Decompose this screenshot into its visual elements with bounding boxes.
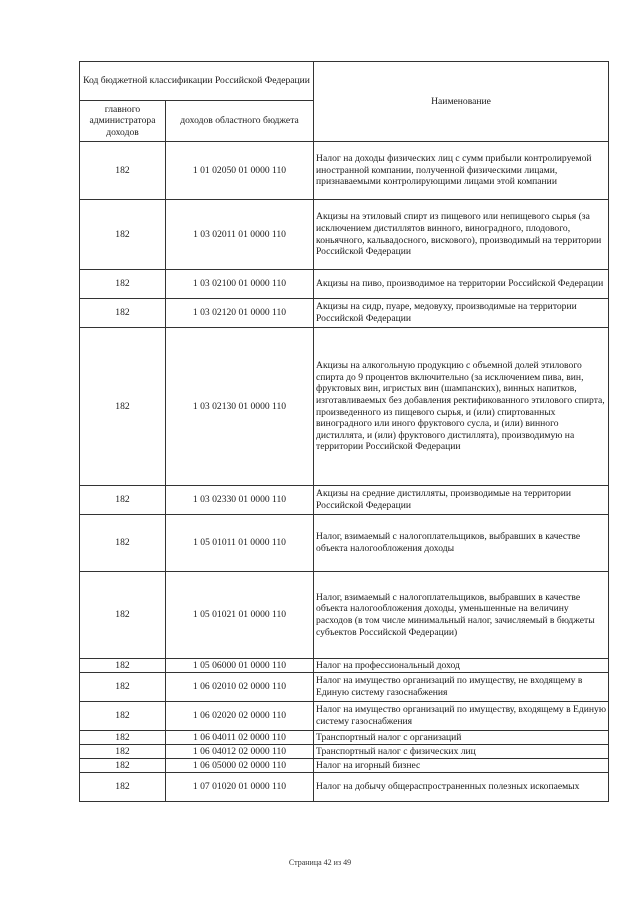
income-name-cell: Налог на имущество организаций по имуществу, не входящему в Единую систему газоснабжения bbox=[314, 673, 609, 702]
income-code-cell: 1 06 02010 02 0000 110 bbox=[166, 673, 314, 702]
income-code-cell: 1 07 01020 01 0000 110 bbox=[166, 773, 314, 802]
admin-code-cell: 182 bbox=[80, 659, 166, 673]
income-code-cell: 1 06 02020 02 0000 110 bbox=[166, 702, 314, 731]
income-name-cell: Транспортный налог с организаций bbox=[314, 731, 609, 745]
income-code-cell: 1 03 02330 01 0000 110 bbox=[166, 486, 314, 515]
table-row bbox=[80, 659, 609, 673]
table-row bbox=[80, 299, 609, 328]
income-name-cell: Акцизы на сидр, пуаре, медовуху, производимые на территории Российской Федерации bbox=[314, 299, 609, 328]
income-name-cell: Налог на добычу общераспространенных полезных ископаемых bbox=[314, 773, 609, 802]
income-name-cell: Налог на игорный бизнес bbox=[314, 759, 609, 773]
income-code-cell: 1 03 02100 01 0000 110 bbox=[166, 270, 314, 299]
table-row bbox=[80, 200, 609, 270]
page-number-footer: Страница 42 из 49 bbox=[288, 858, 352, 867]
income-code-header: доходов областного бюджета bbox=[166, 101, 314, 142]
admin-code-cell: 182 bbox=[80, 515, 166, 572]
table-row bbox=[80, 572, 609, 659]
income-name-cell: Акцизы на этиловый спирт из пищевого или непищевого сырья (за исключением дистиллятов винного, виноградного, плодового, коньячного, кальвадосного, вискового), производимый на территории Российской Федерации bbox=[314, 200, 609, 270]
admin-code-cell: 182 bbox=[80, 759, 166, 773]
admin-code-cell: 182 bbox=[80, 328, 166, 486]
table-row bbox=[80, 515, 609, 572]
admin-code-cell: 182 bbox=[80, 299, 166, 328]
table-row bbox=[80, 731, 609, 745]
table-row bbox=[80, 773, 609, 802]
income-code-cell: 1 03 02130 01 0000 110 bbox=[166, 328, 314, 486]
table-row bbox=[80, 745, 609, 759]
admin-code-cell: 182 bbox=[80, 745, 166, 759]
code-group-header: Код бюджетной классификации Российской Федерации bbox=[80, 62, 314, 101]
income-name-cell: Акцизы на средние дистилляты, производимые на территории Российской Федерации bbox=[314, 486, 609, 515]
income-name-cell: Налог на доходы физических лиц с сумм прибыли контролируемой иностранной компании, полученной физическими лицами, признаваемыми контролирующими лицами этой компании bbox=[314, 142, 609, 200]
admin-header: главного администратора доходов bbox=[80, 101, 166, 142]
budget-classification-table bbox=[79, 61, 609, 802]
income-code-cell: 1 03 02011 01 0000 110 bbox=[166, 200, 314, 270]
table-row bbox=[80, 270, 609, 299]
admin-code-cell: 182 bbox=[80, 572, 166, 659]
income-code-cell: 1 05 06000 01 0000 110 bbox=[166, 659, 314, 673]
admin-code-cell: 182 bbox=[80, 773, 166, 802]
table-row bbox=[80, 486, 609, 515]
income-code-cell: 1 05 01011 01 0000 110 bbox=[166, 515, 314, 572]
income-code-cell: 1 01 02050 01 0000 110 bbox=[166, 142, 314, 200]
table-row bbox=[80, 142, 609, 200]
income-code-cell: 1 06 04012 02 0000 110 bbox=[166, 745, 314, 759]
income-code-cell: 1 06 04011 02 0000 110 bbox=[166, 731, 314, 745]
income-code-cell: 1 05 01021 01 0000 110 bbox=[166, 572, 314, 659]
income-name-cell: Акцизы на пиво, производимое на территории Российской Федерации bbox=[314, 270, 609, 299]
income-code-cell: 1 06 05000 02 0000 110 bbox=[166, 759, 314, 773]
income-name-cell: Налог, взимаемый с налогоплательщиков, выбравших в качестве объекта налогообложения доходы bbox=[314, 515, 609, 572]
income-code-cell: 1 03 02120 01 0000 110 bbox=[166, 299, 314, 328]
income-name-cell: Налог на профессиональный доход bbox=[314, 659, 609, 673]
table-row bbox=[80, 759, 609, 773]
table-header-row bbox=[80, 62, 609, 101]
admin-code-cell: 182 bbox=[80, 702, 166, 731]
admin-code-cell: 182 bbox=[80, 731, 166, 745]
income-name-cell: Акцизы на алкогольную продукцию с объемной долей этилового спирта до 9 процентов включительно (за исключением пива, вин, фруктовых вин, игристых вин (шампанских), винных напитков, изготавливаемых без добавления ректификованного этилового спирта, произведенного из пищевого сырья, и (или) спиртованных виноградного или иного фруктового сусла, и (или) винного дистиллята, и (или) фруктового дистиллята), производимую на территории Российской Федерации bbox=[314, 328, 609, 486]
name-header: Наименование bbox=[314, 62, 609, 142]
income-name-cell: Транспортный налог с физических лиц bbox=[314, 745, 609, 759]
admin-code-cell: 182 bbox=[80, 270, 166, 299]
admin-code-cell: 182 bbox=[80, 486, 166, 515]
admin-code-cell: 182 bbox=[80, 200, 166, 270]
table-row bbox=[80, 702, 609, 731]
table-row bbox=[80, 328, 609, 486]
admin-code-cell: 182 bbox=[80, 142, 166, 200]
income-name-cell: Налог на имущество организаций по имуществу, входящему в Единую систему газоснабжения bbox=[314, 702, 609, 731]
income-name-cell: Налог, взимаемый с налогоплательщиков, выбравших в качестве объекта налогообложения доходы, уменьшенные на величину расходов (в том числе минимальный налог, зачисляемый в бюджеты субъектов Российской Федерации) bbox=[314, 572, 609, 659]
admin-code-cell: 182 bbox=[80, 673, 166, 702]
table-row bbox=[80, 673, 609, 702]
